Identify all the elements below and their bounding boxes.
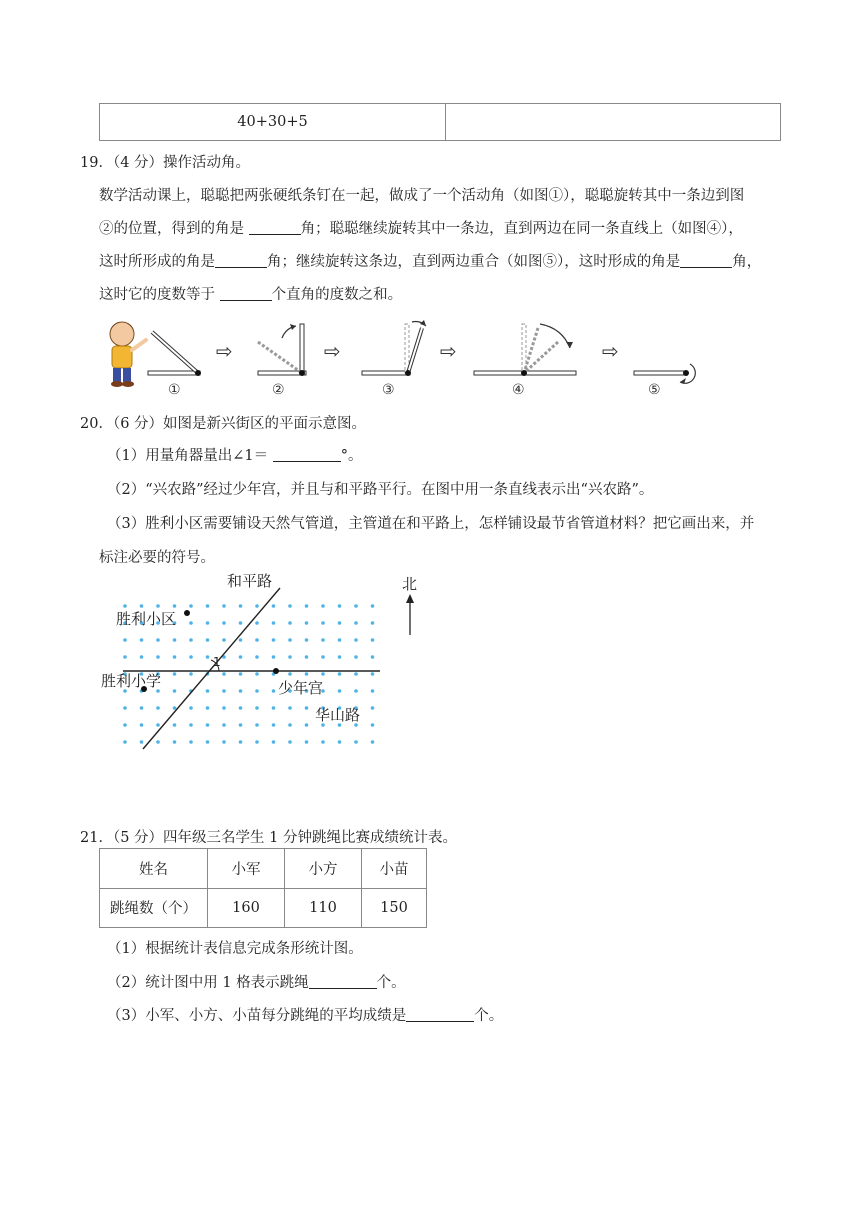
q20-sub-3-cont: 标注必要的符号。: [99, 550, 215, 566]
grid-dot: [371, 672, 375, 676]
grid-dot: [239, 672, 243, 676]
shaoniangong-point: [273, 668, 279, 674]
grid-dot: [239, 723, 243, 727]
grid-dot: [189, 604, 193, 608]
grid-dot: [206, 638, 210, 642]
grid-dot: [354, 621, 358, 625]
grid-dot: [371, 706, 375, 710]
top-table-right-cell: [446, 104, 781, 141]
grid-dot: [140, 740, 144, 744]
angle-figure-3: [362, 320, 426, 398]
grid-dot: [371, 621, 375, 625]
grid-dot: [206, 655, 210, 659]
grid-dot: [206, 706, 210, 710]
grid-dot: [173, 638, 177, 642]
grid-dot: [173, 740, 177, 744]
q20-street-map[interactable]: [95, 568, 435, 752]
grid-dot: [123, 655, 127, 659]
figure-label-1: ①: [168, 382, 181, 398]
north-label: 北: [402, 575, 418, 593]
grid-dot: [206, 689, 210, 693]
table-cell: 110: [285, 888, 362, 928]
table-row: [100, 888, 427, 928]
grid-dot: [305, 604, 309, 608]
grid-dot: [173, 706, 177, 710]
grid-dot: [173, 672, 177, 676]
grid-dot: [255, 655, 259, 659]
q21-sub-3a: （3）小军、小方、小苗每分跳绳的平均成绩是: [107, 1008, 407, 1024]
grid-dot: [371, 604, 375, 608]
grid-dot: [338, 689, 342, 693]
label-shengli-xiaoqu: 胜利小区: [116, 610, 177, 628]
grid-dot: [239, 604, 243, 608]
grid-dot: [288, 638, 292, 642]
figure-label-4: ④: [512, 382, 525, 398]
grid-dot: [338, 655, 342, 659]
shengli-xiaoqu-point: [184, 610, 190, 616]
grid-dot: [222, 723, 226, 727]
q19-line-3a: 这时所形成的角是: [99, 254, 215, 270]
q19-line-3: [99, 250, 761, 271]
grid-dot: [338, 604, 342, 608]
grid-dot: [189, 621, 193, 625]
grid-dot: [354, 740, 358, 744]
grid-dot: [239, 740, 243, 744]
grid-dot: [338, 621, 342, 625]
table-header-row: [100, 849, 427, 889]
angle-figure-1: [148, 332, 201, 398]
grid-dot: [255, 689, 259, 693]
grid-dot: [321, 672, 325, 676]
grid-dot: [272, 740, 276, 744]
grid-dot: [371, 740, 375, 744]
grid-dot: [272, 723, 276, 727]
grid-dot: [156, 604, 160, 608]
grid-dot: [156, 740, 160, 744]
q20-score: （6 分）: [112, 416, 164, 432]
grid-dot: [305, 672, 309, 676]
grid-dot: [222, 740, 226, 744]
grid-dot: [239, 706, 243, 710]
top-table-left-cell: 40+30+5: [100, 104, 446, 141]
road-label-hepinglu: 和平路: [227, 572, 273, 590]
table-cell: 跳绳数（个）: [100, 888, 208, 928]
grid-dot: [321, 740, 325, 744]
grid-dot: [222, 604, 226, 608]
q19-number: 19．: [80, 155, 113, 171]
grid-dot: [288, 740, 292, 744]
grid-dot: [239, 621, 243, 625]
grid-dot: [338, 672, 342, 676]
jump-rope-table: [99, 848, 427, 928]
child-illustration: [110, 322, 146, 387]
grid-dot: [288, 723, 292, 727]
grid-dot: [123, 723, 127, 727]
grid-dot: [272, 604, 276, 608]
q19-line-4: [99, 283, 402, 304]
grid-dot: [255, 604, 259, 608]
q19-title: 操作活动角。: [163, 155, 251, 171]
table-header-cell: 小苗: [362, 849, 427, 889]
grid-dot: [206, 604, 210, 608]
grid-dot: [239, 655, 243, 659]
q20-sub-1a: （1）用量角器量出∠1＝: [107, 448, 269, 464]
arrow-3: ⇨: [440, 339, 457, 363]
grid-dot: [222, 672, 226, 676]
q21-sub-2: [107, 971, 406, 992]
q19-line-4b: 个直角的度数之和。: [271, 287, 403, 303]
grid-dot: [255, 672, 259, 676]
q21-number: 21．: [80, 830, 113, 846]
grid-dot: [288, 706, 292, 710]
figure-label-2: ②: [272, 382, 285, 398]
grid-dot: [255, 740, 259, 744]
q19-line-3b: 角；继续旋转这条边，直到两边重合（如图⑤），这时形成的角是: [267, 254, 681, 270]
q19-score: （4 分）: [112, 155, 164, 171]
grid-dot: [321, 638, 325, 642]
q20-title: 如图是新兴街区的平面示意图。: [163, 416, 367, 432]
grid-dot: [272, 706, 276, 710]
answer-blank[interactable]: [680, 253, 732, 268]
table-cell: 150: [362, 888, 427, 928]
grid-dot: [206, 621, 210, 625]
grid-dot: [140, 655, 144, 659]
grid-dot: [140, 723, 144, 727]
grid-dot: [123, 638, 127, 642]
arrow-1: ⇨: [216, 339, 233, 363]
grid-dot: [123, 740, 127, 744]
grid-dot: [189, 723, 193, 727]
grid-dot: [354, 672, 358, 676]
grid-dot: [222, 621, 226, 625]
grid-dot: [239, 689, 243, 693]
table-cell: 160: [208, 888, 285, 928]
grid-dot: [305, 740, 309, 744]
grid-dot: [255, 621, 259, 625]
arrow-4: ⇨: [602, 339, 619, 363]
figure-label-5: ⑤: [648, 382, 661, 398]
q20-sub-1b: °。: [340, 448, 363, 464]
grid-dot: [321, 655, 325, 659]
grid-dot: [288, 655, 292, 659]
grid-dot: [156, 655, 160, 659]
grid-dot: [255, 723, 259, 727]
grid-dot: [189, 672, 193, 676]
grid-dot: [173, 655, 177, 659]
grid-dot: [239, 638, 243, 642]
arrow-2: ⇨: [324, 339, 341, 363]
angle-figure-4: [474, 324, 576, 398]
grid-dot: [189, 740, 193, 744]
q21-score: （5 分）: [112, 830, 164, 846]
q19-rotation-figure: [100, 312, 710, 400]
grid-dot: [371, 689, 375, 693]
grid-dot: [371, 723, 375, 727]
grid-dot: [321, 604, 325, 608]
grid-dot: [189, 655, 193, 659]
grid-dot: [140, 638, 144, 642]
q20-number: 20．: [80, 416, 113, 432]
q21-sub-3: [107, 1004, 503, 1025]
grid-dot: [156, 706, 160, 710]
grid-dot: [288, 672, 292, 676]
q19-line-2: [99, 217, 743, 238]
top-answer-table: [99, 103, 781, 141]
angle-figure-5: [634, 364, 695, 398]
grid-dot: [173, 604, 177, 608]
road-label-huashanlu: 华山路: [315, 706, 361, 724]
angle-figure-2: [258, 324, 306, 398]
north-arrow: [398, 572, 424, 638]
grid-dot: [189, 638, 193, 642]
table-header-cell: 姓名: [100, 849, 208, 889]
grid-dot: [305, 638, 309, 642]
q19-line-1: 数学活动课上，聪聪把两张硬纸条钉在一起，做成了一个活动角（如图①），聪聪旋转其中一条边到图: [99, 188, 745, 204]
grid-dot: [354, 604, 358, 608]
grid-dot: [173, 723, 177, 727]
q21-sub-3b: 个。: [474, 1008, 504, 1024]
q21-sub-2b: 个。: [376, 975, 406, 991]
grid-dot: [305, 723, 309, 727]
q21-sub-1: （1）根据统计表信息完成条形统计图。: [107, 941, 363, 957]
q20-sub-1: [107, 444, 362, 465]
grid-dot: [206, 723, 210, 727]
grid-dot: [305, 655, 309, 659]
label-shaoniangong: 少年宫: [278, 679, 324, 697]
label-shengli-xiaoxue: 胜利小学: [101, 672, 162, 690]
q19-line-4a: 这时它的度数等于: [99, 287, 215, 303]
grid-dot: [272, 689, 276, 693]
grid-dot: [222, 689, 226, 693]
q19-line-3c: 角，: [732, 254, 762, 270]
grid-dot: [140, 706, 144, 710]
grid-dot: [288, 621, 292, 625]
grid-dot: [222, 638, 226, 642]
table-header-cell: 小军: [208, 849, 285, 889]
grid-dot: [156, 723, 160, 727]
grid-dot: [354, 655, 358, 659]
north-arrow-icon: [406, 594, 414, 603]
grid-dot: [354, 689, 358, 693]
grid-dot: [321, 621, 325, 625]
q21-sub-2a: （2）统计图中用 1 格表示跳绳: [107, 975, 309, 991]
answer-blank[interactable]: [249, 220, 301, 235]
grid-dot: [354, 638, 358, 642]
grid-dot: [173, 689, 177, 693]
grid-dot: [305, 621, 309, 625]
grid-dot: [272, 655, 276, 659]
table-header-cell: 小方: [285, 849, 362, 889]
grid-dot: [305, 706, 309, 710]
q19-line-2b: 角；聪聪继续旋转其中一条边，直到两边在同一条直线上（如图④），: [300, 221, 743, 237]
grid-dot: [123, 604, 127, 608]
grid-dot: [255, 638, 259, 642]
q21-heading: [80, 826, 457, 847]
grid-dot: [272, 638, 276, 642]
grid-dot: [255, 706, 259, 710]
grid-dot: [338, 740, 342, 744]
grid-dot: [272, 621, 276, 625]
grid-dot: [123, 706, 127, 710]
grid-dot: [140, 604, 144, 608]
grid-dot: [206, 740, 210, 744]
grid-dot: [156, 638, 160, 642]
q19-heading: [80, 151, 250, 172]
grid-dot: [288, 604, 292, 608]
grid-dot: [189, 706, 193, 710]
grid-dot: [371, 638, 375, 642]
grid-dot: [338, 638, 342, 642]
answer-blank[interactable]: [220, 286, 272, 301]
answer-blank[interactable]: [273, 447, 341, 462]
grid-dot: [371, 655, 375, 659]
q20-sub-3: （3）胜利小区需要铺设天然气管道，主管道在和平路上，怎样铺设最节省管道材料？把它画出来，并: [107, 516, 755, 532]
answer-blank[interactable]: [215, 253, 267, 268]
angle-1-label: 1: [213, 655, 221, 669]
q19-line-2a: ②的位置，得到的角是: [99, 221, 244, 237]
q20-heading: [80, 412, 366, 433]
q20-sub-2: （2）“兴农路”经过少年宫，并且与和平路平行。在图中用一条直线表示出“兴农路”。: [107, 482, 654, 498]
grid-dot: [222, 706, 226, 710]
answer-blank[interactable]: [309, 974, 377, 989]
answer-blank[interactable]: [406, 1007, 474, 1022]
q21-title: 四年级三名学生 1 分钟跳绳比赛成绩统计表。: [163, 830, 457, 846]
figure-label-3: ③: [382, 382, 395, 398]
